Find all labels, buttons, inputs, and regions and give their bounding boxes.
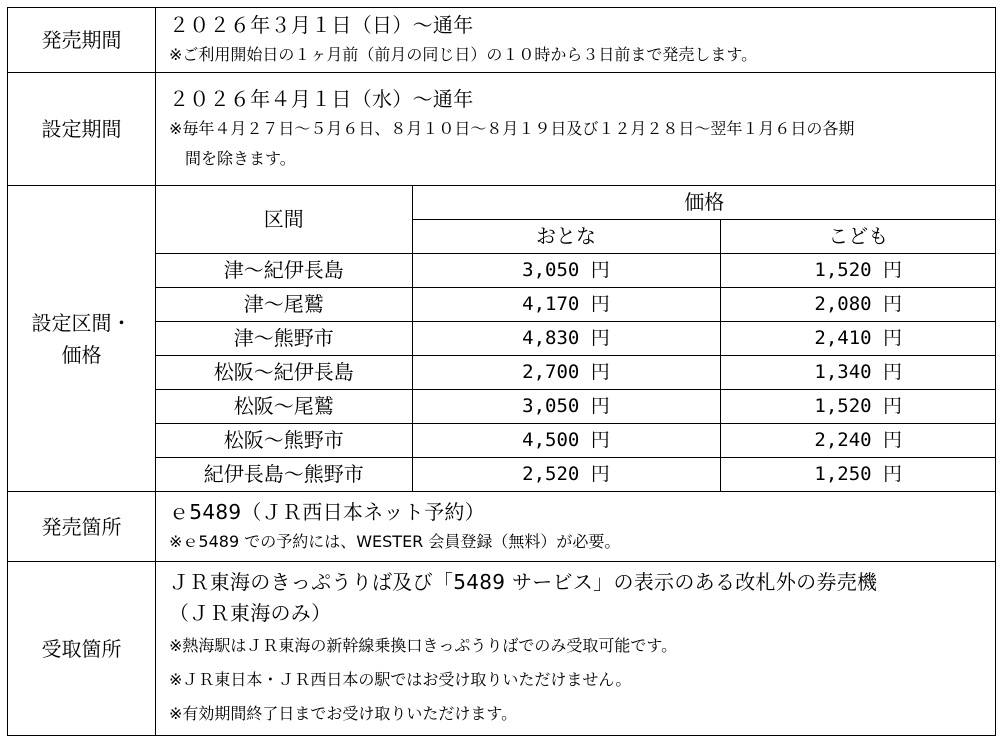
- pickup-location-note3: ※有効期間終了日までお受け取りいただけます。: [169, 703, 518, 723]
- price-row: [156, 390, 996, 424]
- sale-period-label: 発売期間: [8, 8, 156, 73]
- valid-period-row: [8, 73, 996, 186]
- sections-label: [8, 186, 156, 492]
- child-header: こども: [720, 220, 996, 254]
- price-table-cell: [156, 186, 996, 492]
- valid-period-value: ２０２６年４月１日（水）～通年: [169, 87, 474, 111]
- pickup-location-cell: [156, 562, 996, 736]
- price-row: [156, 288, 996, 322]
- price-row-child: 2,410 円: [720, 322, 996, 356]
- price-row-child: 1,520 円: [720, 390, 996, 424]
- price-row-adult: 4,500 円: [412, 424, 720, 458]
- pickup-location-value-line1: ＪＲ東海のきっぷうりば及び「5489 サービス」の表示のある改札外の券売機: [169, 569, 878, 594]
- adult-header: おとな: [412, 220, 720, 254]
- sales-location-label: 発売箇所: [8, 492, 156, 562]
- valid-period-note-line2: 間を除きます。: [185, 149, 296, 168]
- valid-period-cell: [156, 73, 996, 186]
- price-row-adult: 4,170 円: [412, 288, 720, 322]
- price-row-adult: 3,050 円: [412, 390, 720, 424]
- price-row-adult: 2,700 円: [412, 356, 720, 390]
- sections-label-line1: 設定区間・: [31, 310, 132, 335]
- pickup-location-note2: ※ＪＲ東日本・ＪＲ西日本の駅ではお受け取りいただけません。: [169, 669, 632, 689]
- sale-period-value: ２０２６年３月１日（日）～通年: [169, 13, 474, 37]
- pickup-location-value-line2: （ＪＲ東海のみ）: [169, 600, 332, 625]
- sales-location-cell: [156, 492, 996, 562]
- price-row-adult: 4,830 円: [412, 322, 720, 356]
- sales-location-row: [8, 492, 996, 562]
- price-row-section: 松阪～熊野市: [156, 424, 412, 458]
- price-row-section: 津～紀伊長島: [156, 254, 412, 288]
- section-header: 区間: [156, 186, 412, 254]
- sale-period-cell: [156, 8, 996, 73]
- price-row: [156, 254, 996, 288]
- sections-row: [8, 186, 996, 492]
- price-row-child: 2,080 円: [720, 288, 996, 322]
- price-row-section: 津～熊野市: [156, 322, 412, 356]
- price-row-child: 1,340 円: [720, 356, 996, 390]
- sales-location-value: ｅ5489（ＪＲ西日本ネット予約）: [169, 499, 485, 524]
- sections-label-line2: 価格: [61, 342, 102, 367]
- price-row-section: 紀伊長島～熊野市: [156, 458, 412, 492]
- pickup-location-row: [8, 562, 996, 736]
- price-row-adult: 3,050 円: [412, 254, 720, 288]
- sale-period-row: [8, 8, 996, 73]
- price-row-child: 1,520 円: [720, 254, 996, 288]
- price-row-section: 松阪～紀伊長島: [156, 356, 412, 390]
- price-row: [156, 424, 996, 458]
- price-table: [156, 186, 996, 491]
- price-row-section: 津～尾鷲: [156, 288, 412, 322]
- valid-period-note-line1: ※毎年４月２７日～５月６日、８月１０日～８月１９日及び１２月２８日～翌年１月６日の各期: [169, 119, 855, 138]
- price-header: 価格: [412, 186, 996, 220]
- valid-period-label: 設定期間: [8, 73, 156, 186]
- price-row: [156, 322, 996, 356]
- sales-location-note: ※ｅ5489 での予約には、WESTER 会員登録（無料）が必要。: [169, 531, 621, 551]
- sale-period-note: ※ご利用開始日の１ヶ月前（前月の同じ日）の１０時から３日前まで発売します。: [169, 45, 758, 64]
- ticket-info-table: [7, 7, 996, 736]
- price-row-adult: 2,520 円: [412, 458, 720, 492]
- pickup-location-label: 受取箇所: [8, 562, 156, 736]
- price-row: [156, 458, 996, 492]
- price-row-child: 2,240 円: [720, 424, 996, 458]
- price-row: [156, 356, 996, 390]
- price-row-section: 松阪～尾鷲: [156, 390, 412, 424]
- price-row-child: 1,250 円: [720, 458, 996, 492]
- pickup-location-note1: ※熱海駅はＪＲ東海の新幹線乗換口きっぷうりばでのみ受取可能です。: [169, 635, 678, 655]
- price-header-row: [156, 186, 996, 220]
